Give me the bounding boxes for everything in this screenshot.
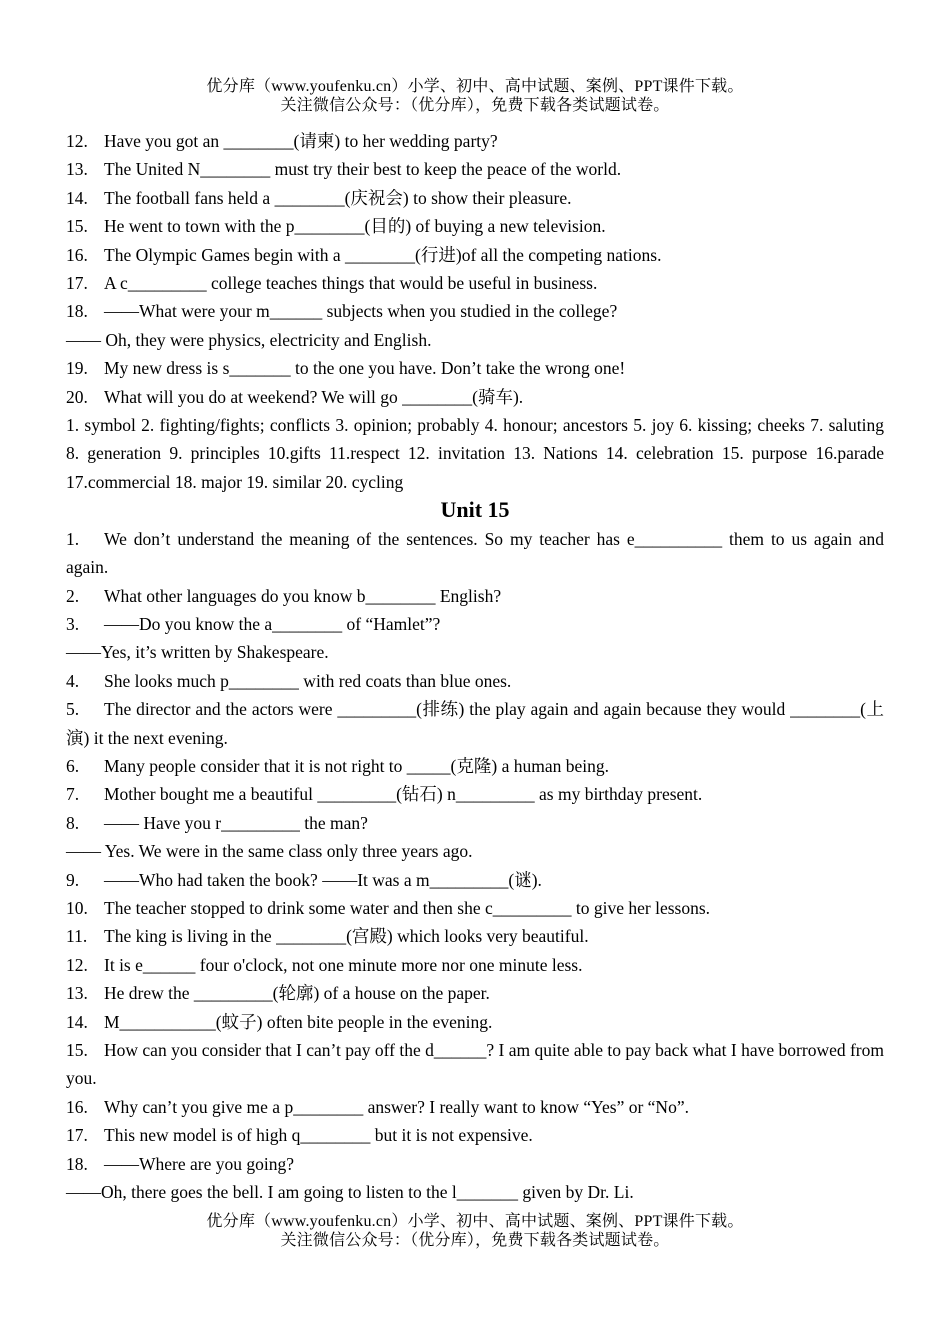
question-number: 19.	[66, 358, 88, 379]
question-number: 13.	[66, 983, 88, 1004]
unit15-question-9	[66, 866, 884, 894]
page-header	[0, 77, 950, 115]
question-text: ——Who had taken the book? ——It was a m_________(谜).	[104, 869, 542, 890]
question-number: 10.	[66, 897, 88, 918]
question-14	[66, 184, 884, 212]
question-number: 6.	[66, 755, 80, 776]
question-text: What will you do at weekend? We will go ________(骑车).	[104, 386, 524, 407]
question-text: My new dress is s_______ to the one you have. Don’t take the wrong one!	[104, 358, 626, 379]
question-15	[66, 212, 884, 240]
document-body	[66, 127, 884, 1206]
question-20	[66, 383, 884, 411]
question-text: He went to town with the p________(目的) of buying a new television.	[104, 216, 606, 237]
question-number: 12.	[66, 954, 88, 975]
unit15-question-7	[66, 780, 884, 808]
unit15-question-3	[66, 610, 884, 638]
question-text: —— Have you r_________ the man?	[104, 812, 368, 833]
unit15-question-17	[66, 1121, 884, 1149]
question-text: The teacher stopped to drink some water and then she c_________ to give her lessons.	[104, 897, 711, 918]
question-13	[66, 155, 884, 183]
question-text: The director and the actors were _________(排练) the play again and again because they would ________(上演) it the next evening.	[66, 699, 884, 748]
question-text: It is e______ four o'clock, not one minute more nor one minute less.	[104, 954, 583, 975]
question-16	[66, 241, 884, 269]
question-number: 14.	[66, 187, 88, 208]
question-number: 5.	[66, 699, 80, 720]
question-number: 14.	[66, 1011, 88, 1032]
question-text: Have you got an ________(请柬) to her wedding party?	[104, 131, 498, 151]
question-text: This new model is of high q________ but it is not expensive.	[104, 1125, 533, 1146]
question-number: 16.	[66, 1096, 88, 1117]
question-number: 11.	[66, 926, 88, 947]
question-text: Mother bought me a beautiful _________(钻石) n_________ as my birthday present.	[104, 784, 703, 805]
footer-line-2: 关注微信公众号：（优分库），免费下载各类试题试卷。	[280, 1232, 670, 1249]
question-number: 3.	[66, 613, 80, 634]
question-number: 15.	[66, 216, 88, 237]
unit15-question-12	[66, 951, 884, 979]
unit15-question-10	[66, 894, 884, 922]
page-footer	[0, 1212, 950, 1250]
question-text: ——What were your m______ subjects when you studied in the college?	[104, 301, 618, 322]
question-number: 18.	[66, 301, 88, 322]
question-text: The king is living in the ________(宫殿) which looks very beautiful.	[104, 926, 589, 947]
question-12	[66, 127, 884, 155]
question-17	[66, 269, 884, 297]
question-18	[66, 297, 884, 325]
question-number: 13.	[66, 159, 88, 180]
unit15-question-3-reply: ——Yes, it’s written by Shakespeare.	[66, 642, 329, 663]
unit15-question-13	[66, 979, 884, 1007]
question-text: ——Do you know the a________ of “Hamlet”?	[104, 613, 441, 634]
unit-title: Unit 15	[440, 497, 510, 523]
question-text: What other languages do you know b________ English?	[104, 585, 502, 606]
question-number: 1.	[66, 528, 80, 549]
question-number: 9.	[66, 869, 80, 890]
unit15-question-18	[66, 1150, 884, 1178]
unit15-question-15	[66, 1036, 884, 1093]
question-text: He drew the _________(轮廓) of a house on the paper.	[104, 983, 490, 1004]
unit15-question-11	[66, 922, 884, 950]
unit15-question-16	[66, 1093, 884, 1121]
unit15-question-8	[66, 809, 884, 837]
question-number: 17.	[66, 1125, 88, 1146]
question-text: A c_________ college teaches things that would be useful in business.	[104, 273, 598, 294]
question-number: 7.	[66, 784, 80, 805]
question-text: The Olympic Games begin with a ________(行进)of all the competing nations.	[104, 244, 662, 265]
footer-line-1: 优分库（www.youfenku.cn）小学、初中、高中试题、案例、PPT课件下载。	[206, 1213, 744, 1230]
question-text: She looks much p________ with red coats than blue ones.	[104, 670, 512, 691]
unit15-question-18-reply: ——Oh, there goes the bell. I am going to listen to the l_______ given by Dr. Li.	[66, 1182, 634, 1203]
question-text: Why can’t you give me a p________ answer? I really want to know “Yes” or “No”.	[104, 1096, 689, 1117]
question-text: How can you consider that I can’t pay off the d______? I am quite able to pay back what I have borrowed from you.	[66, 1040, 884, 1089]
question-text: Many people consider that it is not right to _____(克隆) a human being.	[104, 755, 609, 776]
answer-key: 1. symbol 2. fighting/fights; conflicts 3. opinion; probably 4. honour; ancestors 5. joy 6. kissing; cheeks 7. saluting 8. generation 9. principles 10.gifts 11.respect 12. invitation 13. Nations 14. celebration 15. purpose 16.parade 17.commercial 18. major 19. similar 20. cycling	[66, 415, 884, 492]
unit15-question-14	[66, 1008, 884, 1036]
unit15-question-1	[66, 525, 884, 582]
question-number: 12.	[66, 131, 88, 151]
header-line-2: 关注微信公众号：（优分库），免费下载各类试题试卷。	[280, 97, 670, 114]
question-number: 16.	[66, 244, 88, 265]
unit15-question-8-reply: —— Yes. We were in the same class only three years ago.	[66, 841, 473, 862]
question-number: 8.	[66, 812, 80, 833]
question-18-reply: —— Oh, they were physics, electricity and English.	[66, 329, 432, 350]
unit15-question-2	[66, 582, 884, 610]
question-text: The United N________ must try their best to keep the peace of the world.	[104, 159, 622, 180]
question-text: ——Where are you going?	[104, 1153, 294, 1174]
unit15-question-6	[66, 752, 884, 780]
question-19	[66, 354, 884, 382]
question-number: 4.	[66, 670, 80, 691]
question-number: 17.	[66, 273, 88, 294]
question-text: The football fans held a ________(庆祝会) to show their pleasure.	[104, 187, 572, 208]
question-text: M___________(蚊子) often bite people in the evening.	[104, 1011, 493, 1032]
question-number: 20.	[66, 386, 88, 407]
header-line-1: 优分库（www.youfenku.cn）小学、初中、高中试题、案例、PPT课件下载。	[206, 78, 744, 95]
question-number: 2.	[66, 585, 80, 606]
unit15-question-5	[66, 695, 884, 752]
question-text: We don’t understand the meaning of the sentences. So my teacher has e__________ them to us again and again.	[66, 528, 884, 578]
unit15-question-4	[66, 667, 884, 695]
question-number: 15.	[66, 1040, 88, 1060]
question-number: 18.	[66, 1153, 88, 1174]
